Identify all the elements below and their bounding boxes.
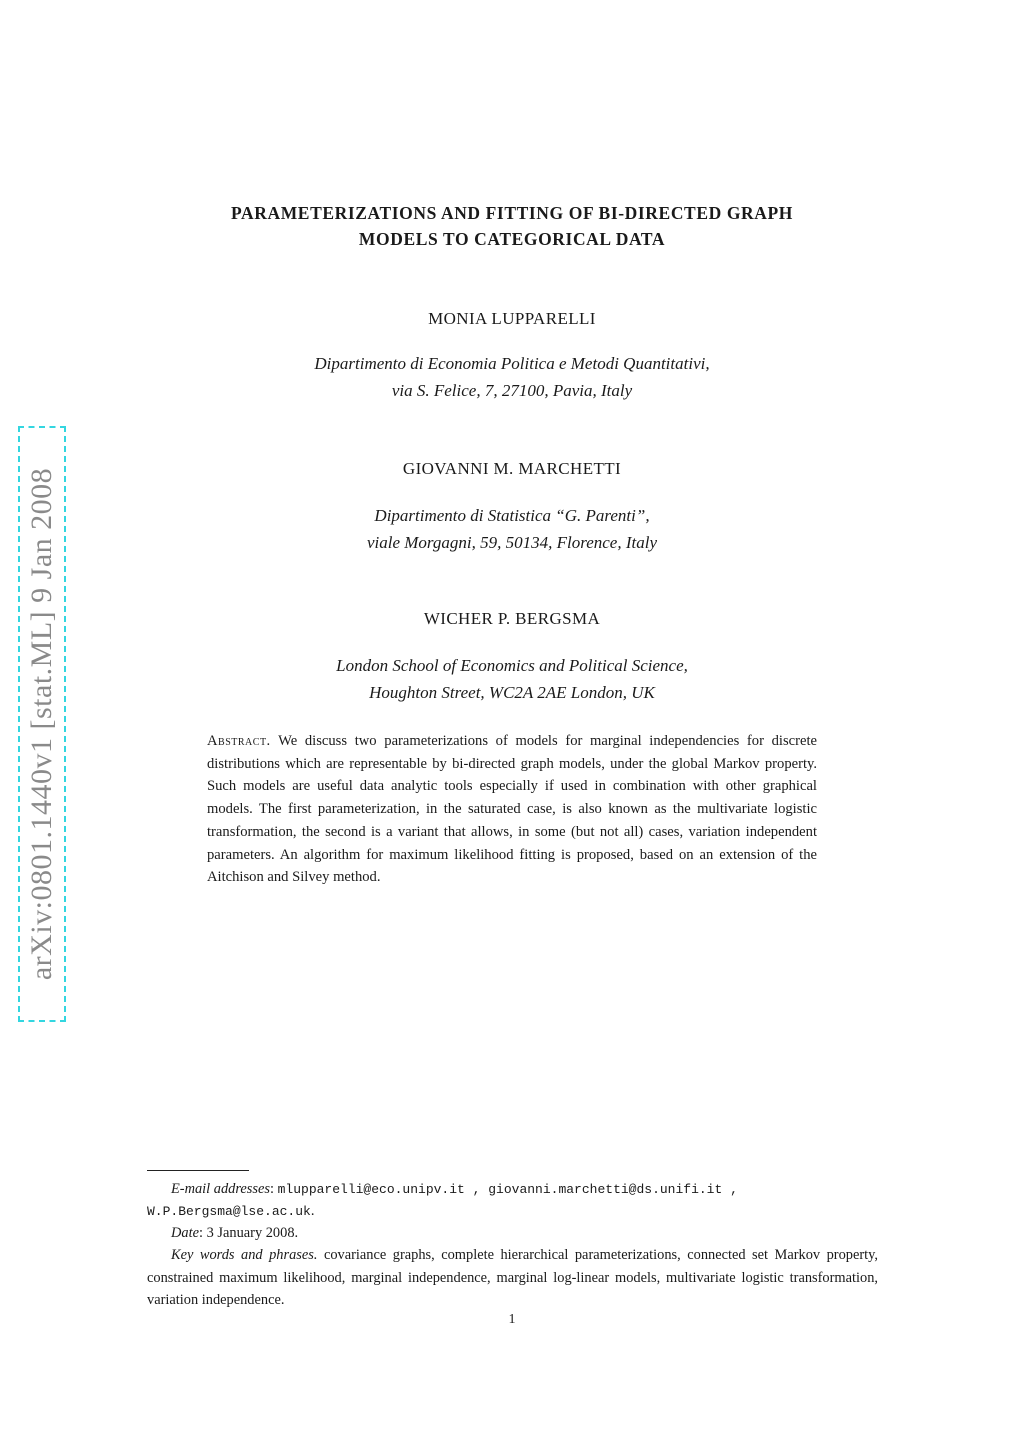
page-number: 1 [508, 1312, 516, 1327]
affiliation-line: Houghton Street, WC2A 2AE London, UK [369, 683, 655, 702]
email-label: E-mail addresses [171, 1181, 270, 1197]
author-affiliation [0, 652, 1024, 706]
abstract [207, 730, 817, 889]
email-list: W.P.Bergsma@lse.ac.uk [147, 1204, 311, 1219]
affiliation-line: via S. Felice, 7, 27100, Pavia, Italy [391, 381, 633, 400]
author-affiliation [0, 350, 1024, 404]
keywords-label: Key words and phrases. [171, 1247, 318, 1263]
abstract-text: We discuss two parameterizations of models for marginal independencies for discrete distributions which are representable by bi-directed graph models, under the global Markov property. Such models are useful data analytic tools especially if used in combination with other graphical models. The first parameterization, in the saturated case, is also known as the multivariate logistic transformation, the second is a variant that allows, in some (but not all) cases, variation independent parameters. An algorithm for maximum likelihood fitting is proposed, based on an extension of the Aitchison and Silvey method. [207, 733, 817, 886]
affiliation-line: London School of Economics and Political Science, [336, 656, 688, 675]
affiliation-line: Dipartimento di Economia Politica e Metodi Quantitativi, [314, 354, 710, 373]
arxiv-id: arXiv:0801.1440v1 [stat.ML] 9 Jan 2008 [25, 467, 58, 981]
affiliation-line: viale Morgagni, 59, 50134, Florence, Italy [366, 533, 658, 552]
paper-title [0, 200, 1024, 252]
author-name: GIOVANNI M. MARCHETTI [402, 459, 622, 478]
title-line-2: MODELS TO CATEGORICAL DATA [358, 229, 666, 249]
author-name: WICHER P. BERGSMA [423, 609, 601, 628]
date-label: Date [171, 1225, 199, 1241]
email-list: mlupparelli@eco.unipv.it , giovanni.marchetti@ds.unifi.it , [277, 1182, 738, 1197]
title-line-1: PARAMETERIZATIONS AND FITTING OF BI-DIRECTED GRAPH [230, 203, 794, 223]
abstract-label: Abstract. [207, 733, 271, 749]
affiliation-line: Dipartimento di Statistica “G. Parenti”, [374, 506, 650, 525]
footnote-date: Date: 3 January 2008. [171, 1225, 299, 1241]
author-name: MONIA LUPPARELLI [428, 309, 596, 328]
date-value: 3 January 2008. [206, 1225, 299, 1241]
footnote-emails-cont: W.P.Bergsma@lse.ac.uk. [147, 1203, 315, 1219]
keywords-text: covariance graphs, complete hierarchical parameterizations, connected set Markov property, constrained maximum likelihood, marginal independence, marginal log-linear models, multivariate logistic transformation, variation independence. [147, 1247, 878, 1308]
footnote-keywords [147, 1244, 878, 1312]
author-affiliation [0, 502, 1024, 556]
footnote-rule [147, 1170, 249, 1171]
footnote-emails: E-mail addresses: mlupparelli@eco.unipv.it , giovanni.marchetti@ds.unifi.it , [171, 1181, 738, 1197]
